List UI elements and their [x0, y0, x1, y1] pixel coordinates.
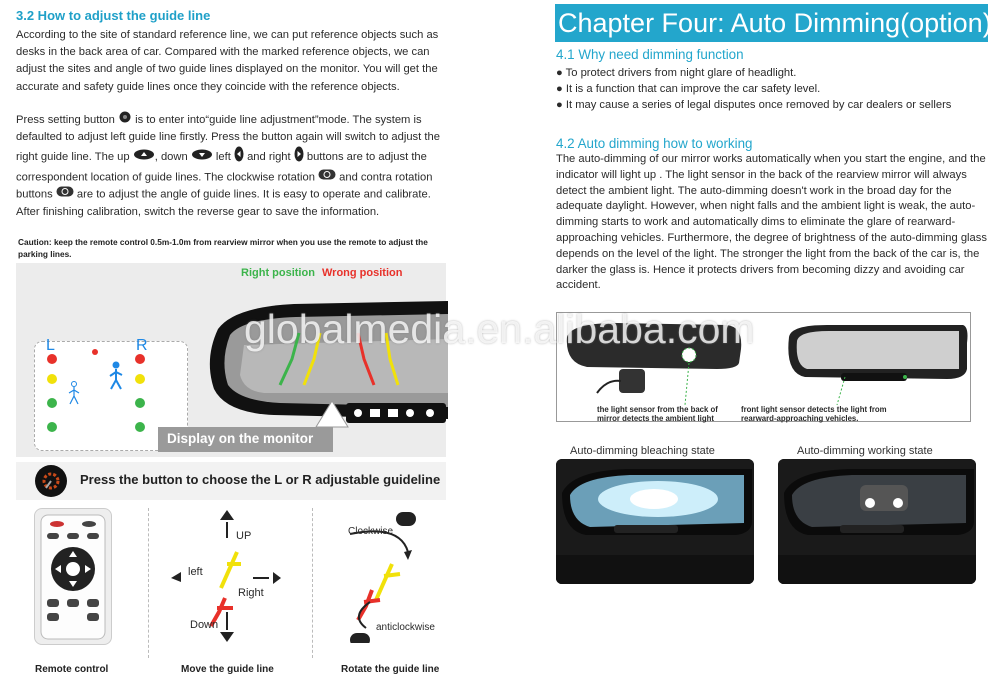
- anticlockwise-label: anticlockwise: [376, 622, 435, 633]
- remote-control-illustration: [34, 508, 112, 645]
- text-down: , down: [154, 151, 188, 164]
- working-state-photo: [778, 459, 976, 584]
- section-title-4-2: 4.2 Auto dimming how to working: [556, 136, 753, 151]
- right-dot-yellow: [135, 374, 145, 384]
- bleaching-state-label: Auto-dimming bleaching state: [570, 445, 715, 457]
- move-guideline-illustration: [165, 508, 305, 643]
- right-dot-red: [135, 354, 145, 364]
- center-red-dot: [92, 349, 98, 355]
- text-contra: and contra rotation buttons: [16, 171, 433, 201]
- right-dot-green-2: [135, 422, 145, 432]
- text-right: and right: [247, 151, 291, 164]
- caution-note: Caution: keep the remote control 0.5m-1.0m from rearview mirror when you use the remote to adjust the parking lines.: [18, 237, 428, 259]
- text-left: left: [215, 151, 231, 164]
- list-item: ● It is a function that can improve the car safety level.: [556, 83, 821, 95]
- choose-guideline-bar: [16, 462, 446, 500]
- text-rotation: buttons are to adjust the correspondent location of guide lines. The clockwise rotation: [16, 151, 427, 184]
- section-title-4-1: 4.1 Why need dimming function: [556, 47, 744, 62]
- mirror-button-strip: [346, 403, 446, 423]
- setting-button-icon: [118, 111, 132, 129]
- clockwise-label: Clockwise: [348, 526, 394, 537]
- move-up-label: UP: [236, 530, 252, 542]
- walking-person-icon: [108, 361, 124, 396]
- caption-remote: Remote control: [35, 664, 109, 675]
- setting-gear-icon: [34, 464, 68, 503]
- paragraph-guide-intro: According to the site of standard reference line, we can put reference objects such as desks in the back area of car. Compared with the marked reference objects, we can adjust the sites and angle of two guide lines displayed on the monitor. You will get the accurate and safety guide lines once they coincide with the reference objects.: [16, 29, 439, 93]
- caption-rotate: Rotate the guide line: [341, 664, 440, 675]
- right-position-label: Right position: [241, 267, 315, 279]
- left-dot-green-2: [47, 422, 57, 432]
- list-item: ● To protect drivers from night glare of headlight.: [556, 67, 797, 79]
- down-button-icon: [191, 149, 213, 166]
- left-dot-yellow: [47, 374, 57, 384]
- arrow-to-display-icon: [312, 397, 352, 436]
- left-button-icon: [234, 146, 244, 168]
- display-label: Display on the monitor: [167, 431, 314, 446]
- chapter-title: Chapter Four: Auto Dimming(option): [555, 4, 988, 42]
- front-sensor-caption: front light sensor detects the light from rearward-approaching vehicles.: [741, 405, 887, 423]
- dimming-reasons-list: [556, 65, 986, 113]
- left-dot-green: [47, 398, 57, 408]
- wrong-position-label: Wrong position: [322, 267, 403, 279]
- left-dot-red: [47, 354, 57, 364]
- working-state-label: Auto-dimming working state: [797, 445, 933, 457]
- section-title-3-2: 3.2 How to adjust the guide line: [16, 8, 211, 23]
- label-L: L: [46, 337, 55, 354]
- right-button-icon: [294, 146, 304, 168]
- small-person-icon: [68, 381, 80, 410]
- move-right-label: Right: [238, 587, 264, 599]
- caption-move: Move the guide line: [181, 664, 274, 675]
- text-calibration: are to adjust the angle of guide lines. It is easy to operate and calibrate. After finishing calibration, switch the reverse gear to save the information.: [16, 189, 431, 219]
- bleaching-state-photo: [556, 459, 754, 584]
- paragraph-auto-dimming: The auto-dimming of our mirror works automatically when you start the engine, and the indicator will light up . The light sensor in the back of the rearview mirror will always detect the ambient light. The auto-dimming doesn't work in the broad day for the adequate daylight. However, when night falls and the ambient light is weak, the auto-dimming starts to work and automatically dims to eliminate the glare of rearward-approaching vehicles. Furthermore, the degree of brightness of the auto-dimming glass depends on the level of the light. The stronger the light from the back of the car is, the darker the glass is. Hence it protects drivers from becoming dizzy and avoiding car accident.: [556, 153, 987, 292]
- move-down-label: Down: [190, 619, 219, 631]
- label-R: R: [136, 337, 148, 354]
- text-guide-mode: is to enter into“guide line adjustment”mode. The system is defaulted to adjust left guide line firstly. Press the button again will switch to adjust the right guide line. The up: [16, 114, 440, 164]
- list-item: ● It may cause a series of legal disputes once removed by car dealers or sellers: [556, 99, 952, 111]
- move-left-label: left: [188, 566, 203, 578]
- right-dot-green: [135, 398, 145, 408]
- up-button-icon: [133, 149, 155, 166]
- clockwise-button-icon: [318, 169, 336, 186]
- paragraph-guide-buttons: [16, 111, 452, 221]
- back-sensor-caption: the light sensor from the back of mirror detects the ambient light: [597, 405, 718, 423]
- divider-2: [312, 508, 313, 658]
- contra-rotation-button-icon: [56, 186, 74, 203]
- watermark: globalmedia.en.alibaba.com: [244, 306, 755, 352]
- rotate-guideline-illustration: [330, 508, 448, 643]
- text-press-setting: Press setting button: [16, 114, 115, 127]
- display-label-box: [158, 427, 333, 452]
- press-button-title: Press the button to choose the L or R adjustable guideline: [80, 472, 441, 487]
- divider-1: [148, 508, 149, 658]
- monitor-panel: [16, 263, 446, 457]
